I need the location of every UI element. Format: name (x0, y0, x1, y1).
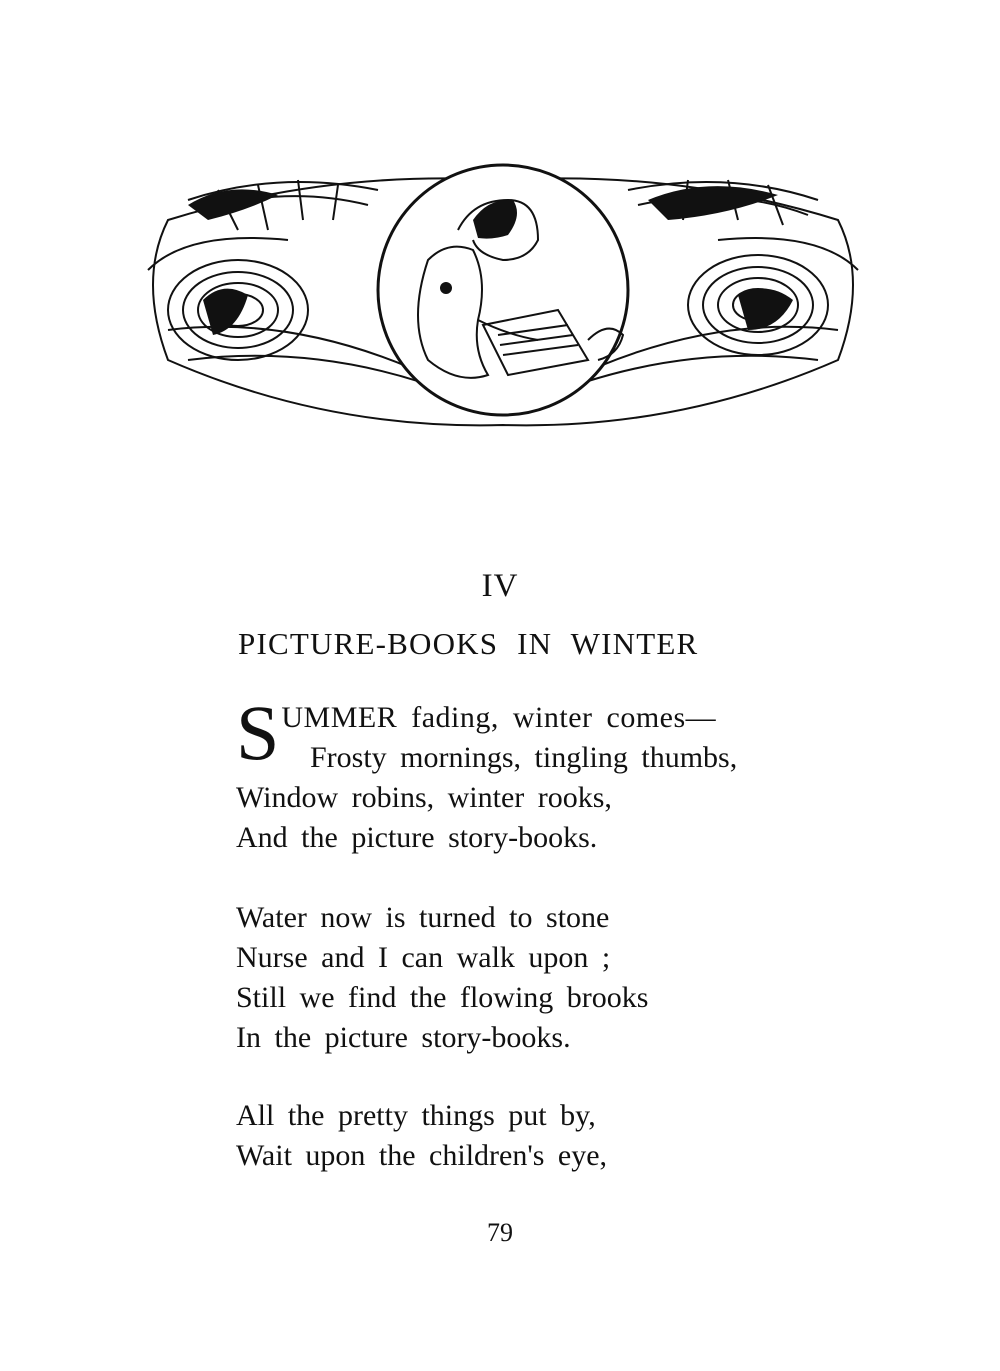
poem-line: In the picture story-books. (236, 1021, 571, 1054)
stanza-1 (236, 689, 738, 858)
poem-line: Nurse and I can walk upon ; (236, 941, 611, 974)
page-number: 79 (487, 1218, 513, 1247)
stanza-3 (236, 1096, 607, 1176)
poem-line: And the picture story-books. (236, 821, 598, 854)
poem-line: Still we find the flowing brooks (236, 981, 649, 1014)
drop-cap: S (236, 689, 280, 776)
section-number: IV (481, 568, 519, 604)
poem-line: Frosty mornings, tingling thumbs, (310, 741, 738, 774)
poem-title: PICTURE-BOOKS IN WINTER (238, 626, 699, 661)
poem-line: Water now is turned to stone (236, 901, 610, 934)
poem-line: All the pretty things put by, (236, 1099, 596, 1132)
stanza-2 (236, 898, 648, 1058)
poem-line: Window robins, winter rooks, (236, 781, 612, 814)
poem-line: UMMER fading, winter comes— (281, 701, 717, 734)
child-reading-illustration (128, 160, 878, 430)
poem-line: Wait upon the children's eye, (236, 1139, 608, 1172)
